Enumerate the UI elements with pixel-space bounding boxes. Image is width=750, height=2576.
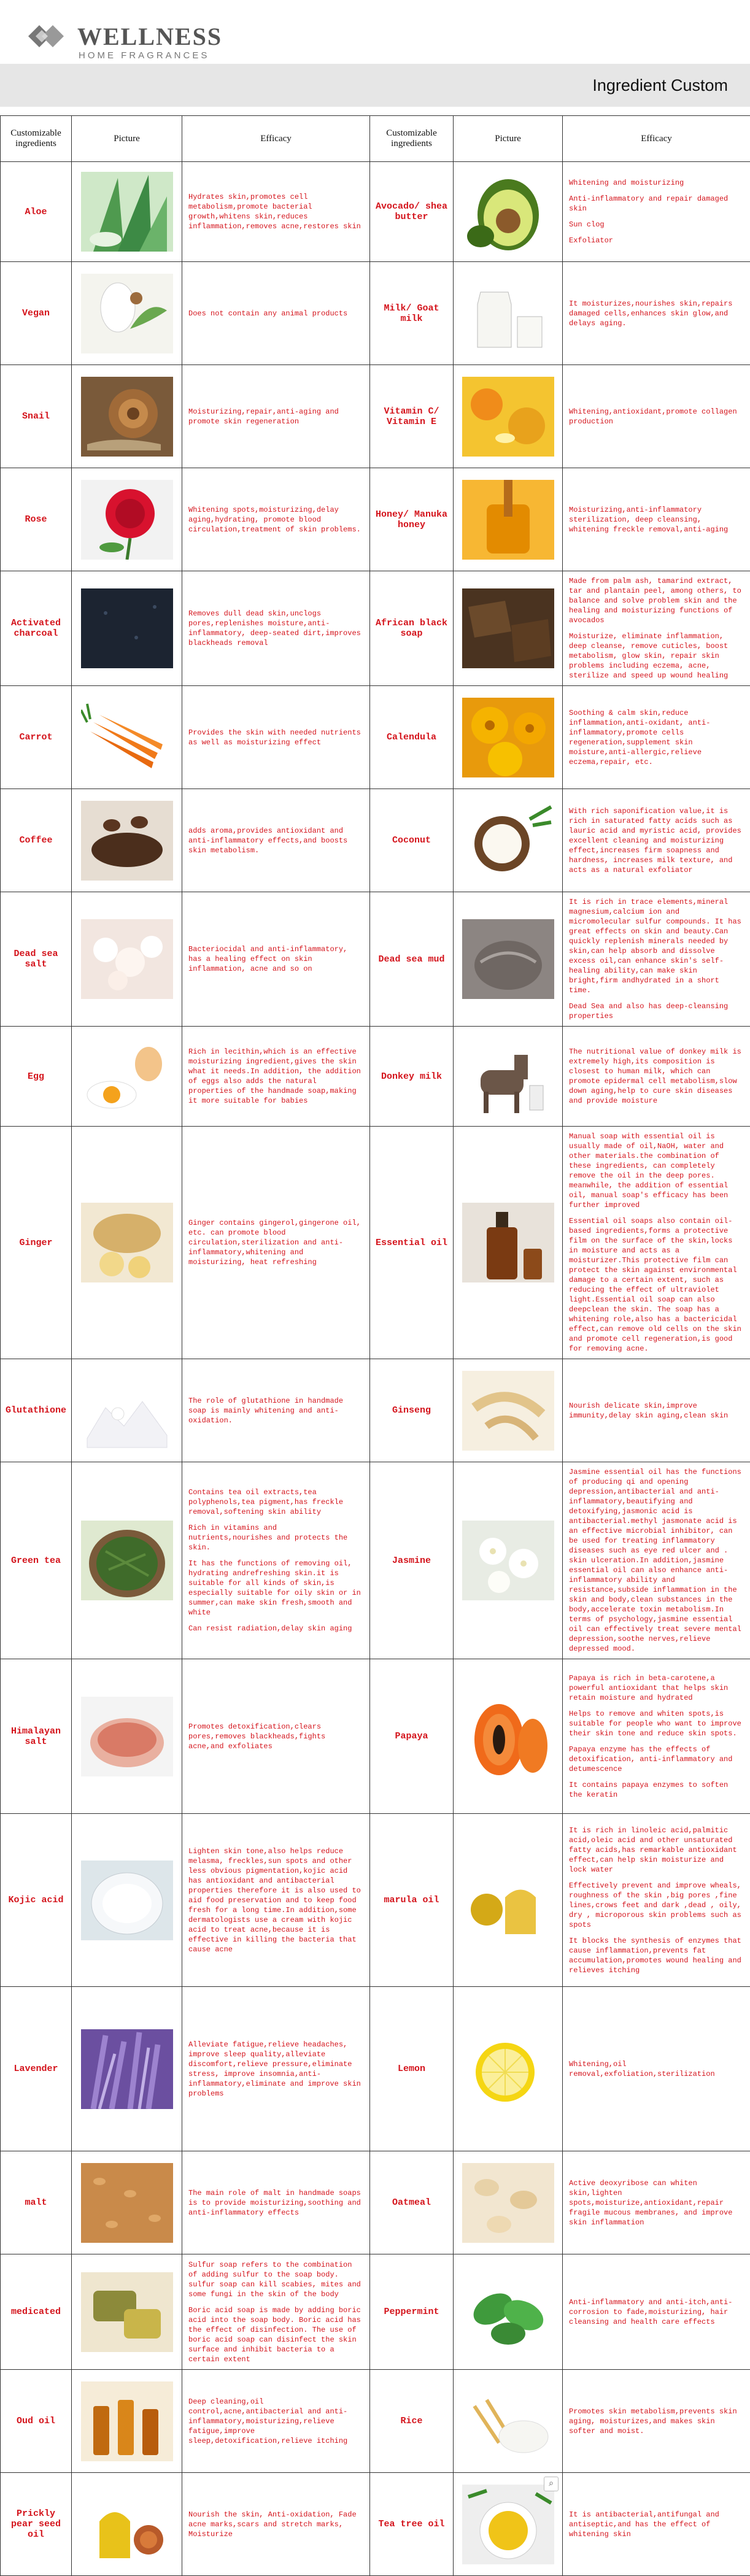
efficacy-text: Promotes detoxification,clears pores,removes blackheads,fights acne,and exfoliates bbox=[188, 1722, 363, 1751]
ingredient-efficacy bbox=[563, 571, 750, 686]
ingredient-picture bbox=[72, 892, 182, 1027]
ingredient-picture bbox=[72, 162, 182, 262]
ingredient-name: Vitamin C/ Vitamin E bbox=[370, 365, 454, 468]
ingredient-name: Calendula bbox=[370, 686, 454, 789]
ingredient-efficacy bbox=[563, 686, 750, 789]
ingredient-efficacy bbox=[182, 2151, 370, 2254]
efficacy-text: Promotes skin metabolism,prevents skin aging, moisturizes,and makes skin softer and moist. bbox=[569, 2407, 744, 2436]
ingredient-efficacy bbox=[563, 789, 750, 892]
efficacy-text: Whitening,antioxidant,promote collagen production bbox=[569, 407, 744, 426]
ingredient-picture bbox=[72, 686, 182, 789]
lemon-icon bbox=[462, 2029, 554, 2109]
table-row bbox=[1, 1814, 750, 1987]
ingredient-name: Rose bbox=[1, 468, 72, 571]
efficacy-text: Whitening and moisturizing bbox=[569, 178, 744, 188]
marula-oil-icon bbox=[462, 1861, 554, 1940]
efficacy-text: Bacteriocidal and anti-inflammatory, has a healing effect on skin inflammation, acne and so on bbox=[188, 944, 363, 974]
efficacy-text: Deep cleaning,oil control,acne,antibacterial and anti-inflammatory,moisturizing,relieve fatigue,improve sleep,detoxification,relieve itching bbox=[188, 2397, 363, 2446]
green-tea-icon bbox=[81, 1521, 173, 1600]
efficacy-text: Active deoxyribose can whiten skin,lighten spots,moisturize,antioxidant,repair fragile mucous membranes, and improve skin inflammation bbox=[569, 2178, 744, 2227]
ingredient-picture bbox=[72, 789, 182, 892]
efficacy-text: Rich in vitamins and nutrients,nourishes and protects the skin. bbox=[188, 1523, 363, 1552]
header-picture-left: Picture bbox=[72, 116, 182, 162]
efficacy-text: The role of glutathione in handmade soap is mainly whitening and anti-oxidation. bbox=[188, 1396, 363, 1425]
ingredient-picture bbox=[454, 686, 563, 789]
ingredient-name: Green tea bbox=[1, 1462, 72, 1659]
ingredient-name: Himalayan salt bbox=[1, 1659, 72, 1814]
ingredient-picture bbox=[454, 789, 563, 892]
ingredient-efficacy bbox=[182, 1814, 370, 1987]
ingredient-efficacy bbox=[182, 1462, 370, 1659]
efficacy-text: Jasmine essential oil has the functions of producing qi and opening depression,antibacterial and anti-inflammatory,beautifying and detoxifying,jasmonic acid is antibacterial.methyl jasmonate acid is an effective microbial inhibitor, can be used for treating inflammatory diseases such as eye red ulcer and . skin ulceration.In addition,jasmine essential oil can also enhance anti-inflammatory ability and resistance,subside inflammation in the skin and body,clean substances in the body,accelerate toxin metabolism.In terms of psychology,jasmine essential oil can effectively treat severe mental depression,soothe nerves,relieve depressed mood. bbox=[569, 1467, 744, 1654]
efficacy-text: Soothing & calm skin,reduce inflammation,anti-oxidant, anti-inflammatory,promote cells regeneration,supplement skin moisture,anti-allergic,relieve eczema,repair, etc. bbox=[569, 708, 744, 767]
ingredient-efficacy bbox=[182, 2473, 370, 2576]
ingredient-name: Vegan bbox=[1, 262, 72, 365]
ingredient-efficacy bbox=[182, 1359, 370, 1462]
ingredient-efficacy bbox=[563, 892, 750, 1027]
ingredient-efficacy bbox=[182, 892, 370, 1027]
ingredient-efficacy bbox=[563, 162, 750, 262]
efficacy-text: With rich saponification value,it is rich in saturated fatty acids such as lauric acid and myristic acid, provides excellent cleaning and moisturizing effect,increases firm soapness and hardness, increases milk texture, and acts as a natural exfoliator bbox=[569, 806, 744, 875]
jasmine-icon bbox=[462, 1521, 554, 1600]
sea-salt-icon bbox=[81, 919, 173, 999]
ingredient-picture bbox=[72, 1462, 182, 1659]
ingredient-name: Oud oil bbox=[1, 2370, 72, 2473]
glutathione-icon bbox=[81, 1371, 173, 1451]
ingredient-picture bbox=[454, 1659, 563, 1814]
ingredient-name: Ginger bbox=[1, 1127, 72, 1359]
ingredient-picture bbox=[454, 2254, 563, 2370]
ingredient-efficacy bbox=[563, 1659, 750, 1814]
header-ingredient-right: Customizable ingredients bbox=[370, 116, 454, 162]
ingredient-name: Milk/ Goat milk bbox=[370, 262, 454, 365]
ingredient-efficacy bbox=[182, 2370, 370, 2473]
ingredient-picture bbox=[454, 1814, 563, 1987]
table-row bbox=[1, 2151, 750, 2254]
ingredient-efficacy bbox=[182, 365, 370, 468]
efficacy-text: Moisturize, eliminate inflammation, deep cleanse, remove cuticles, boost metabolism, glow skin, repair skin problems including eczema, acne, sterilize and speed up wound healing bbox=[569, 631, 744, 681]
efficacy-text: Provides the skin with needed nutrients as well as moisturizing effect bbox=[188, 728, 363, 747]
ingredient-efficacy bbox=[182, 1027, 370, 1127]
page-header bbox=[0, 0, 750, 64]
efficacy-text: Anti-inflammatory and anti-itch,anti-corrosion to fade,moisturizing, hair cleansing and health care effects bbox=[569, 2297, 744, 2327]
efficacy-text: adds aroma,provides antioxidant and anti-inflammatory effects,and boosts skin metabolism. bbox=[188, 826, 363, 855]
honey-icon bbox=[462, 480, 554, 560]
brand-logo-icon bbox=[28, 23, 71, 49]
table-row bbox=[1, 2254, 750, 2370]
ingredient-name: Kojic acid bbox=[1, 1814, 72, 1987]
efficacy-text: Contains tea oil extracts,tea polyphenols,tea pigment,has freckle removal,softening skin ability bbox=[188, 1487, 363, 1517]
efficacy-text: Nourish delicate skin,improve immunity,delay skin aging,clean skin bbox=[569, 1401, 744, 1421]
donkey-icon bbox=[462, 1036, 554, 1116]
coffee-icon bbox=[81, 801, 173, 881]
ingredient-efficacy bbox=[563, 1127, 750, 1359]
ingredient-name: Jasmine bbox=[370, 1462, 454, 1659]
ingredient-efficacy bbox=[563, 2473, 750, 2576]
table-row bbox=[1, 686, 750, 789]
efficacy-text: Dead Sea and also has deep-cleansing properties bbox=[569, 1001, 744, 1021]
ingredient-efficacy bbox=[563, 2370, 750, 2473]
ingredient-efficacy bbox=[563, 1359, 750, 1462]
ingredient-name: Egg bbox=[1, 1027, 72, 1127]
ingredient-name: Donkey milk bbox=[370, 1027, 454, 1127]
table-row bbox=[1, 1462, 750, 1659]
calendula-icon bbox=[462, 698, 554, 777]
ingredient-picture bbox=[454, 1359, 563, 1462]
efficacy-text: Papaya is rich in beta-carotene,a powerful antioxidant that helps skin retain moisture and hydrated bbox=[569, 1673, 744, 1703]
rose-icon bbox=[81, 480, 173, 560]
ingredient-picture bbox=[72, 2473, 182, 2576]
himalayan-salt-icon bbox=[81, 1697, 173, 1776]
ingredient-picture bbox=[454, 2370, 563, 2473]
ingredient-efficacy bbox=[563, 262, 750, 365]
ingredient-picture bbox=[454, 1987, 563, 2151]
oud-oil-icon bbox=[81, 2381, 173, 2461]
ingredient-name: Lavender bbox=[1, 1987, 72, 2151]
ingredient-name: Honey/ Manuka honey bbox=[370, 468, 454, 571]
ingredient-name: Carrot bbox=[1, 686, 72, 789]
efficacy-text: It has the functions of removing oil, hydrating andrefreshing skin.it is suitable for all kinds of skin,is especially suitable for oily skin or in summer,can make skin fresh,smooth and white bbox=[188, 1559, 363, 1618]
oatmeal-icon bbox=[462, 2163, 554, 2243]
medicated-soap-icon bbox=[81, 2272, 173, 2352]
ginseng-icon bbox=[462, 1371, 554, 1451]
ingredient-name: Lemon bbox=[370, 1987, 454, 2151]
ingredient-picture bbox=[72, 365, 182, 468]
table-row bbox=[1, 571, 750, 686]
ingredient-picture bbox=[72, 2370, 182, 2473]
ingredient-picture bbox=[72, 1027, 182, 1127]
ingredient-name: Coffee bbox=[1, 789, 72, 892]
malt-icon bbox=[81, 2163, 173, 2243]
efficacy-text: It contains papaya enzymes to soften the keratin bbox=[569, 1780, 744, 1800]
ingredient-name: Glutathione bbox=[1, 1359, 72, 1462]
ingredient-efficacy bbox=[182, 2254, 370, 2370]
header-efficacy-right: Efficacy bbox=[563, 116, 750, 162]
black-soap-icon bbox=[462, 588, 554, 668]
ingredient-picture bbox=[72, 262, 182, 365]
efficacy-text: It moisturizes,nourishes skin,repairs damaged cells,enhances skin glow,and delays aging. bbox=[569, 299, 744, 328]
ingredient-name: marula oil bbox=[370, 1814, 454, 1987]
efficacy-text: It is rich in linoleic acid,palmitic acid,oleic acid and other unsaturated fatty acids,has remarkable antioxidant effect,can help skin moisturize and lock water bbox=[569, 1826, 744, 1875]
efficacy-text: Removes dull dead skin,unclogs pores,replenishes moisture,anti-inflammatory, deep-seated dirt,improves blackheads removal bbox=[188, 609, 363, 648]
ingredient-picture bbox=[72, 2151, 182, 2254]
header-ingredient-left: Customizable ingredients bbox=[1, 116, 72, 162]
ingredient-name: malt bbox=[1, 2151, 72, 2254]
efficacy-text: Moisturizing,repair,anti-aging and promote skin regeneration bbox=[188, 407, 363, 426]
ingredient-picture bbox=[72, 1127, 182, 1359]
table-row bbox=[1, 365, 750, 468]
table-row bbox=[1, 789, 750, 892]
avocado-icon bbox=[462, 172, 554, 252]
table-header-row bbox=[1, 116, 750, 162]
efficacy-text: It is rich in trace elements,mineral magnesium,calcium ion and micromolecular sulfur compounds. It has great effects on skin and beauty.Can quickly replenish minerals needed by skin,can help absorb and dissolve excess oil,can enhance skin's self-healing ability,can make skin bright,firm andhydrated in a short time. bbox=[569, 897, 744, 995]
ingredient-name: Dead sea mud bbox=[370, 892, 454, 1027]
efficacy-text: Boric acid soap is made by adding boric acid into the soap body. Boric acid has the effect of disinfection. The use of boric acid soap can disinfect the skin surface and inhibit bacteria to a certain extent bbox=[188, 2305, 363, 2364]
ingredient-efficacy bbox=[182, 468, 370, 571]
efficacy-text: Ginger contains gingerol,gingerone oil, etc. can promote blood circulation,sterilization and anti-inflammatory,whitening and moisturizing, heat refreshing bbox=[188, 1218, 363, 1267]
ingredient-name: Ginseng bbox=[370, 1359, 454, 1462]
ingredient-picture bbox=[454, 365, 563, 468]
efficacy-text: Anti-inflammatory and repair damaged skin bbox=[569, 194, 744, 214]
ingredient-efficacy bbox=[182, 262, 370, 365]
ingredient-efficacy bbox=[182, 162, 370, 262]
efficacy-text: Effectively prevent and improve wheals, roughness of the skin ,big pores ,fine lines,crows feet and dark ,dead , oily, dry , microporous skin problems such as spots bbox=[569, 1881, 744, 1930]
efficacy-text: It is antibacterial,antifungal and antiseptic,and has the effect of whitening skin bbox=[569, 2510, 744, 2539]
ingredient-picture bbox=[72, 468, 182, 571]
table-row bbox=[1, 262, 750, 365]
ingredient-efficacy bbox=[182, 686, 370, 789]
egg-icon bbox=[81, 1036, 173, 1116]
efficacy-text: Hydrates skin,promotes cell metabolism,promote bacterial growth,whitens skin,reduces inflammation,removes acne,restores skin bbox=[188, 192, 363, 231]
table-row bbox=[1, 892, 750, 1027]
ingredient-picture bbox=[454, 2473, 563, 2576]
table-row bbox=[1, 1127, 750, 1359]
ingredient-picture bbox=[72, 571, 182, 686]
ingredient-name: Essential oil bbox=[370, 1127, 454, 1359]
ingredient-efficacy bbox=[182, 1659, 370, 1814]
table-row bbox=[1, 1027, 750, 1127]
ingredient-picture bbox=[454, 571, 563, 686]
ingredient-name: Rice bbox=[370, 2370, 454, 2473]
brand-name: WELLNESS bbox=[77, 22, 222, 51]
peppermint-icon bbox=[462, 2272, 554, 2352]
ingredient-name: medicated bbox=[1, 2254, 72, 2370]
ingredient-picture bbox=[72, 2254, 182, 2370]
efficacy-text: It blocks the synthesis of enzymes that cause inflammation,prevents fat accumulation,promotes wound healing and relieves itching bbox=[569, 1936, 744, 1975]
table-row bbox=[1, 1359, 750, 1462]
efficacy-text: The main role of malt in handmade soaps is to provide moisturizing,soothing and anti-inflammatory effects bbox=[188, 2188, 363, 2218]
ingredient-efficacy bbox=[563, 2254, 750, 2370]
ingredient-efficacy bbox=[182, 789, 370, 892]
ingredient-picture bbox=[454, 468, 563, 571]
table-row bbox=[1, 162, 750, 262]
ingredient-name: Dead sea salt bbox=[1, 892, 72, 1027]
ingredient-picture bbox=[454, 1462, 563, 1659]
ingredient-efficacy bbox=[563, 1462, 750, 1659]
title-bar bbox=[0, 64, 750, 107]
efficacy-text: Can resist radiation,delay skin aging bbox=[188, 1624, 363, 1633]
ingredient-name: African black soap bbox=[370, 571, 454, 686]
table-row bbox=[1, 468, 750, 571]
brand-subtitle: HOME FRAGRANCES bbox=[79, 50, 209, 61]
efficacy-text: Lighten skin tone,also helps reduce melasma, freckles,sun spots and other less obvious pigmentation,kojic acid has antioxidant and antibacterial properties therefore it is also used to aid food preservation and to keep food fresh for a long time.In addition,some dermatologists use a cream with kojic acid to treat acne,because it is effective in killing the bacteria that cause acne bbox=[188, 1846, 363, 1954]
efficacy-text: Sulfur soap refers to the combination of adding sulfur to the soap body. sulfur soap can kill scabies, mites and some fungi in the skin of the body bbox=[188, 2260, 363, 2299]
essential-oil-icon bbox=[462, 1203, 554, 1282]
ingredient-picture bbox=[454, 1127, 563, 1359]
ingredient-name: Avocado/ shea butter bbox=[370, 162, 454, 262]
ingredient-name: Coconut bbox=[370, 789, 454, 892]
efficacy-text: Sun clog bbox=[569, 220, 744, 229]
ingredient-picture bbox=[72, 1359, 182, 1462]
efficacy-text: Papaya enzyme has the effects of detoxification, anti-inflammatory and detumescence bbox=[569, 1745, 744, 1774]
ingredient-picture bbox=[454, 262, 563, 365]
efficacy-text: Moisturizing,anti-inflammatory sterilization, deep cleansing, whitening freckle removal,anti-aging bbox=[569, 505, 744, 534]
ingredient-picture bbox=[72, 1987, 182, 2151]
efficacy-text: The nutritional value of donkey milk is extremely high,its composition is closest to human milk, which can promote epidermal cell metabolism,slow down aging,help to cure skin diseases and provide moisture bbox=[569, 1047, 744, 1106]
ingredient-picture bbox=[454, 1027, 563, 1127]
header-picture-right: Picture bbox=[454, 116, 563, 162]
ingredient-name: Tea tree oil bbox=[370, 2473, 454, 2576]
ingredient-efficacy bbox=[563, 2151, 750, 2254]
ingredient-efficacy bbox=[563, 1027, 750, 1127]
ingredient-efficacy bbox=[182, 1127, 370, 1359]
table-row bbox=[1, 2370, 750, 2473]
charcoal-icon bbox=[81, 588, 173, 668]
ingredient-picture bbox=[72, 1659, 182, 1814]
header-efficacy-left: Efficacy bbox=[182, 116, 370, 162]
ingredient-efficacy bbox=[182, 571, 370, 686]
ingredient-name: Prickly pear seed oil bbox=[1, 2473, 72, 2576]
efficacy-text: Manual soap with essential oil is usually made of oil,NaOH, water and other materials.the combination of these ingredients, can completely remove the oil in the deep pores. meanwhile, the addition of essential oil, manual soap's efficacy has been further improved bbox=[569, 1132, 744, 1210]
ingredient-efficacy bbox=[563, 468, 750, 571]
efficacy-text: Whitening,oil removal,exfoliation,sterilization bbox=[569, 2059, 744, 2079]
prickly-pear-icon bbox=[81, 2485, 173, 2564]
ingredient-efficacy bbox=[563, 365, 750, 468]
carrot-icon bbox=[81, 698, 173, 777]
efficacy-text: Helps to remove and whiten spots,is suitable for people who want to improve their skin tone and reduce skin spots. bbox=[569, 1709, 744, 1738]
table-row bbox=[1, 1659, 750, 1814]
ingredient-efficacy bbox=[182, 1987, 370, 2151]
efficacy-text: Does not contain any animal products bbox=[188, 309, 363, 318]
milk-icon bbox=[462, 274, 554, 353]
papaya-icon bbox=[462, 1697, 554, 1776]
table-row bbox=[1, 1987, 750, 2151]
snail-icon bbox=[81, 377, 173, 457]
tea-tree-icon bbox=[462, 2485, 554, 2564]
sea-mud-icon bbox=[462, 919, 554, 999]
efficacy-text: Rich in lecithin,which is an effective moisturizing ingredient,gives the skin what it needs.In addition, the addition of eggs also adds the natural properties of the handmade soap,making it more suitable for babies bbox=[188, 1047, 363, 1106]
efficacy-text: Alleviate fatigue,relieve headaches, improve sleep quality,alleviate discomfort,relieve pressure,eliminate stress, improve insomnia,anti-inflammatory,eliminate and improve skin problems bbox=[188, 2040, 363, 2099]
efficacy-text: Essential oil soaps also contain oil-based ingredients,forms a protective film on the surface of the skin,locks in moisture and acts as a moisturizer.This protective film can protect the skin against environmental damage to a certain extent, such as reducing the effect of ultraviolet light.Essential oil soap can also deepclean the skin. The soap has a whitening role,also has a bactericidal effect,can remove old cells on the skin and promote cell regeneration,is good for removing acne. bbox=[569, 1216, 744, 1354]
ingredient-name: Oatmeal bbox=[370, 2151, 454, 2254]
aloe-icon bbox=[81, 172, 173, 252]
zoom-icon[interactable]: ⌕ bbox=[544, 2477, 559, 2491]
efficacy-text: Nourish the skin, Anti-oxidation, Fade acne marks,scars and stretch marks, Moisturize bbox=[188, 2510, 363, 2539]
ingredient-name: Activated charcoal bbox=[1, 571, 72, 686]
ginger-icon bbox=[81, 1203, 173, 1282]
efficacy-text: Made from palm ash, tamarind extract, tar and plantain peel, among others, to balance and solve problem skin and the healing and moisturizing functions of avocados bbox=[569, 576, 744, 625]
page-title: Ingredient Custom bbox=[592, 76, 728, 95]
efficacy-text: Exfoliator bbox=[569, 236, 744, 245]
ingredient-name: Papaya bbox=[370, 1659, 454, 1814]
ingredient-name: Peppermint bbox=[370, 2254, 454, 2370]
kojic-acid-icon bbox=[81, 1861, 173, 1940]
ingredient-picture bbox=[72, 1814, 182, 1987]
coconut-icon bbox=[462, 801, 554, 881]
ingredient-picture bbox=[454, 892, 563, 1027]
table-row bbox=[1, 2473, 750, 2576]
ingredient-picture bbox=[454, 162, 563, 262]
ingredient-efficacy bbox=[563, 1987, 750, 2151]
rice-icon bbox=[462, 2381, 554, 2461]
efficacy-text: Whitening spots,moisturizing,delay aging,hydrating, promote blood circulation,treatment of skin problems. bbox=[188, 505, 363, 534]
ingredient-efficacy bbox=[563, 1814, 750, 1987]
ingredient-name: Aloe bbox=[1, 162, 72, 262]
lavender-icon bbox=[81, 2029, 173, 2109]
vegan-icon bbox=[81, 274, 173, 353]
vitamin-icon bbox=[462, 377, 554, 457]
ingredient-picture bbox=[454, 2151, 563, 2254]
ingredient-table bbox=[0, 115, 750, 2576]
ingredient-name: Snail bbox=[1, 365, 72, 468]
